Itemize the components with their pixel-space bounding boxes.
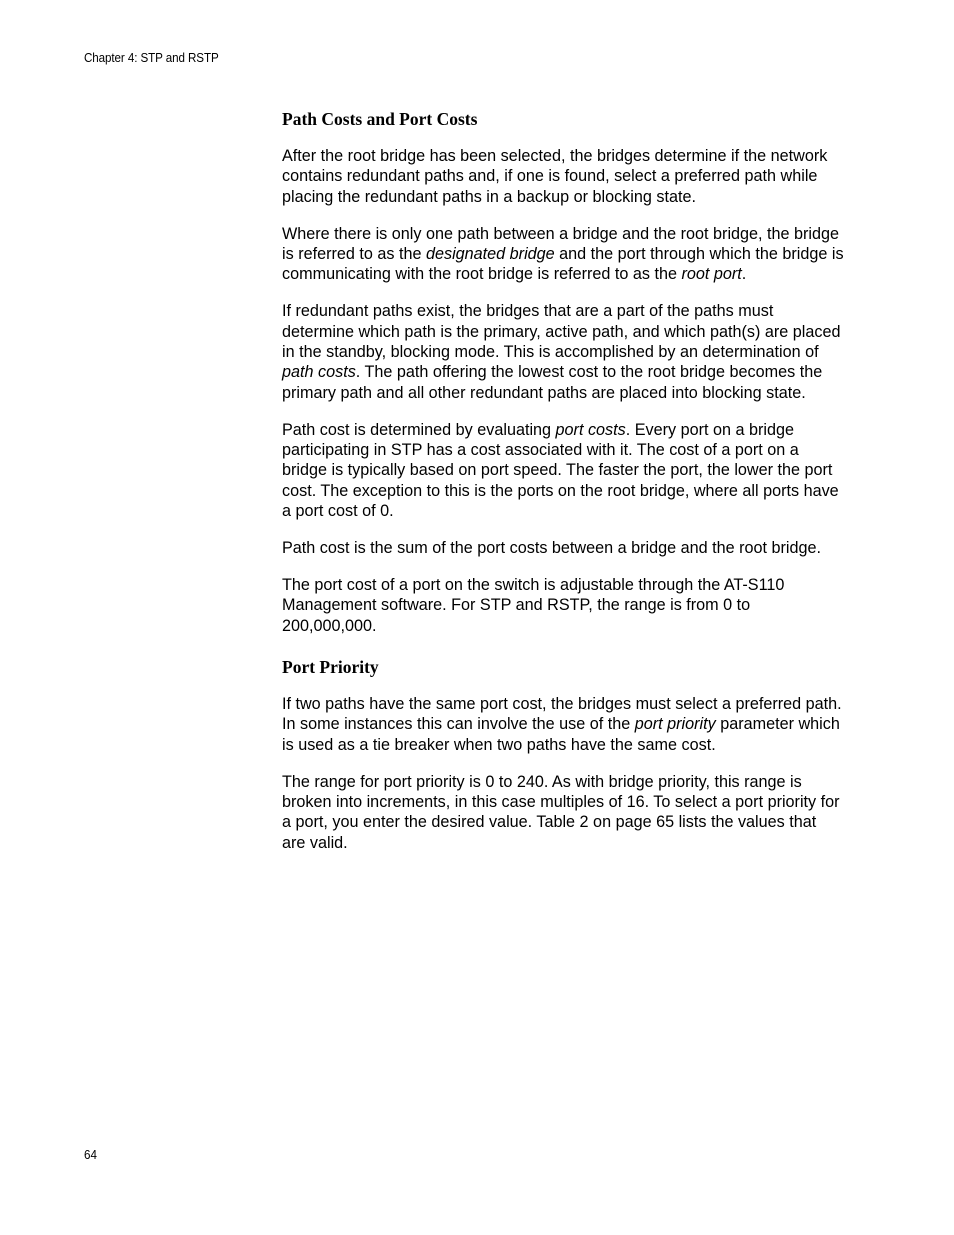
section-heading-port-priority: Port Priority xyxy=(282,656,379,677)
paragraph: After the root bridge has been selected, the bridges determine if the network contains redundant paths and, if one is found, select a preferred path while placing the redundant paths in a backup or blocking state. xyxy=(282,147,828,206)
paragraph: Path cost is determined by evaluating port costs. Every port on a bridge participating in STP has a cost associated with it. The cost of a port on a bridge is typically based on port speed. The faster the port, the lower the port cost. The exception to this is the ports on the root bridge, where all ports have a port cost of 0. xyxy=(282,420,839,520)
term-path-costs: path costs xyxy=(282,363,356,382)
page-number: 64 xyxy=(84,1148,97,1162)
paragraph: Where there is only one path between a bridge and the root bridge, the bridge is referred to as the designated bridge and the port through which the bridge is communicating with the root bridge is referred to as the root port. xyxy=(282,224,844,284)
running-header: Chapter 4: STP and RSTP xyxy=(84,51,219,65)
term-root-port: root port xyxy=(681,265,742,284)
section-heading-path-costs: Path Costs and Port Costs xyxy=(282,109,478,129)
term-port-costs: port costs xyxy=(555,420,626,439)
paragraph: If redundant paths exist, the bridges that are a part of the paths must determine which path is the primary, active path, and which path(s) are placed in the standby, blocking mode. This is accomplished by an determination of path costs. The path offering the lowest cost to the root bridge becomes the primary path and all other redundant paths are placed into blocking state. xyxy=(282,302,841,402)
paragraph: Path cost is the sum of the port costs between a bridge and the root bridge. xyxy=(282,538,822,557)
term-designated-bridge: designated bridge xyxy=(425,244,555,263)
paragraph: The range for port priority is 0 to 240. As with bridge priority, this range is broken into increments, in this case multiples of 16. To select a port priority for a port, you enter the desired value. Table 2 on page 65 lists the values that are valid. xyxy=(282,772,840,852)
paragraph: The port cost of a port on the switch is adjustable through the AT-S110 Management software. For STP and RSTP, the range is from 0 to 200,000,000. xyxy=(282,576,785,635)
paragraph: If two paths have the same port cost, the bridges must select a preferred path. In some instances this can involve the use of the port priority parameter which is used as a tie breaker when two paths have the same cost. xyxy=(282,694,842,754)
page-content xyxy=(282,108,844,870)
term-port-priority: port priority xyxy=(634,715,716,734)
